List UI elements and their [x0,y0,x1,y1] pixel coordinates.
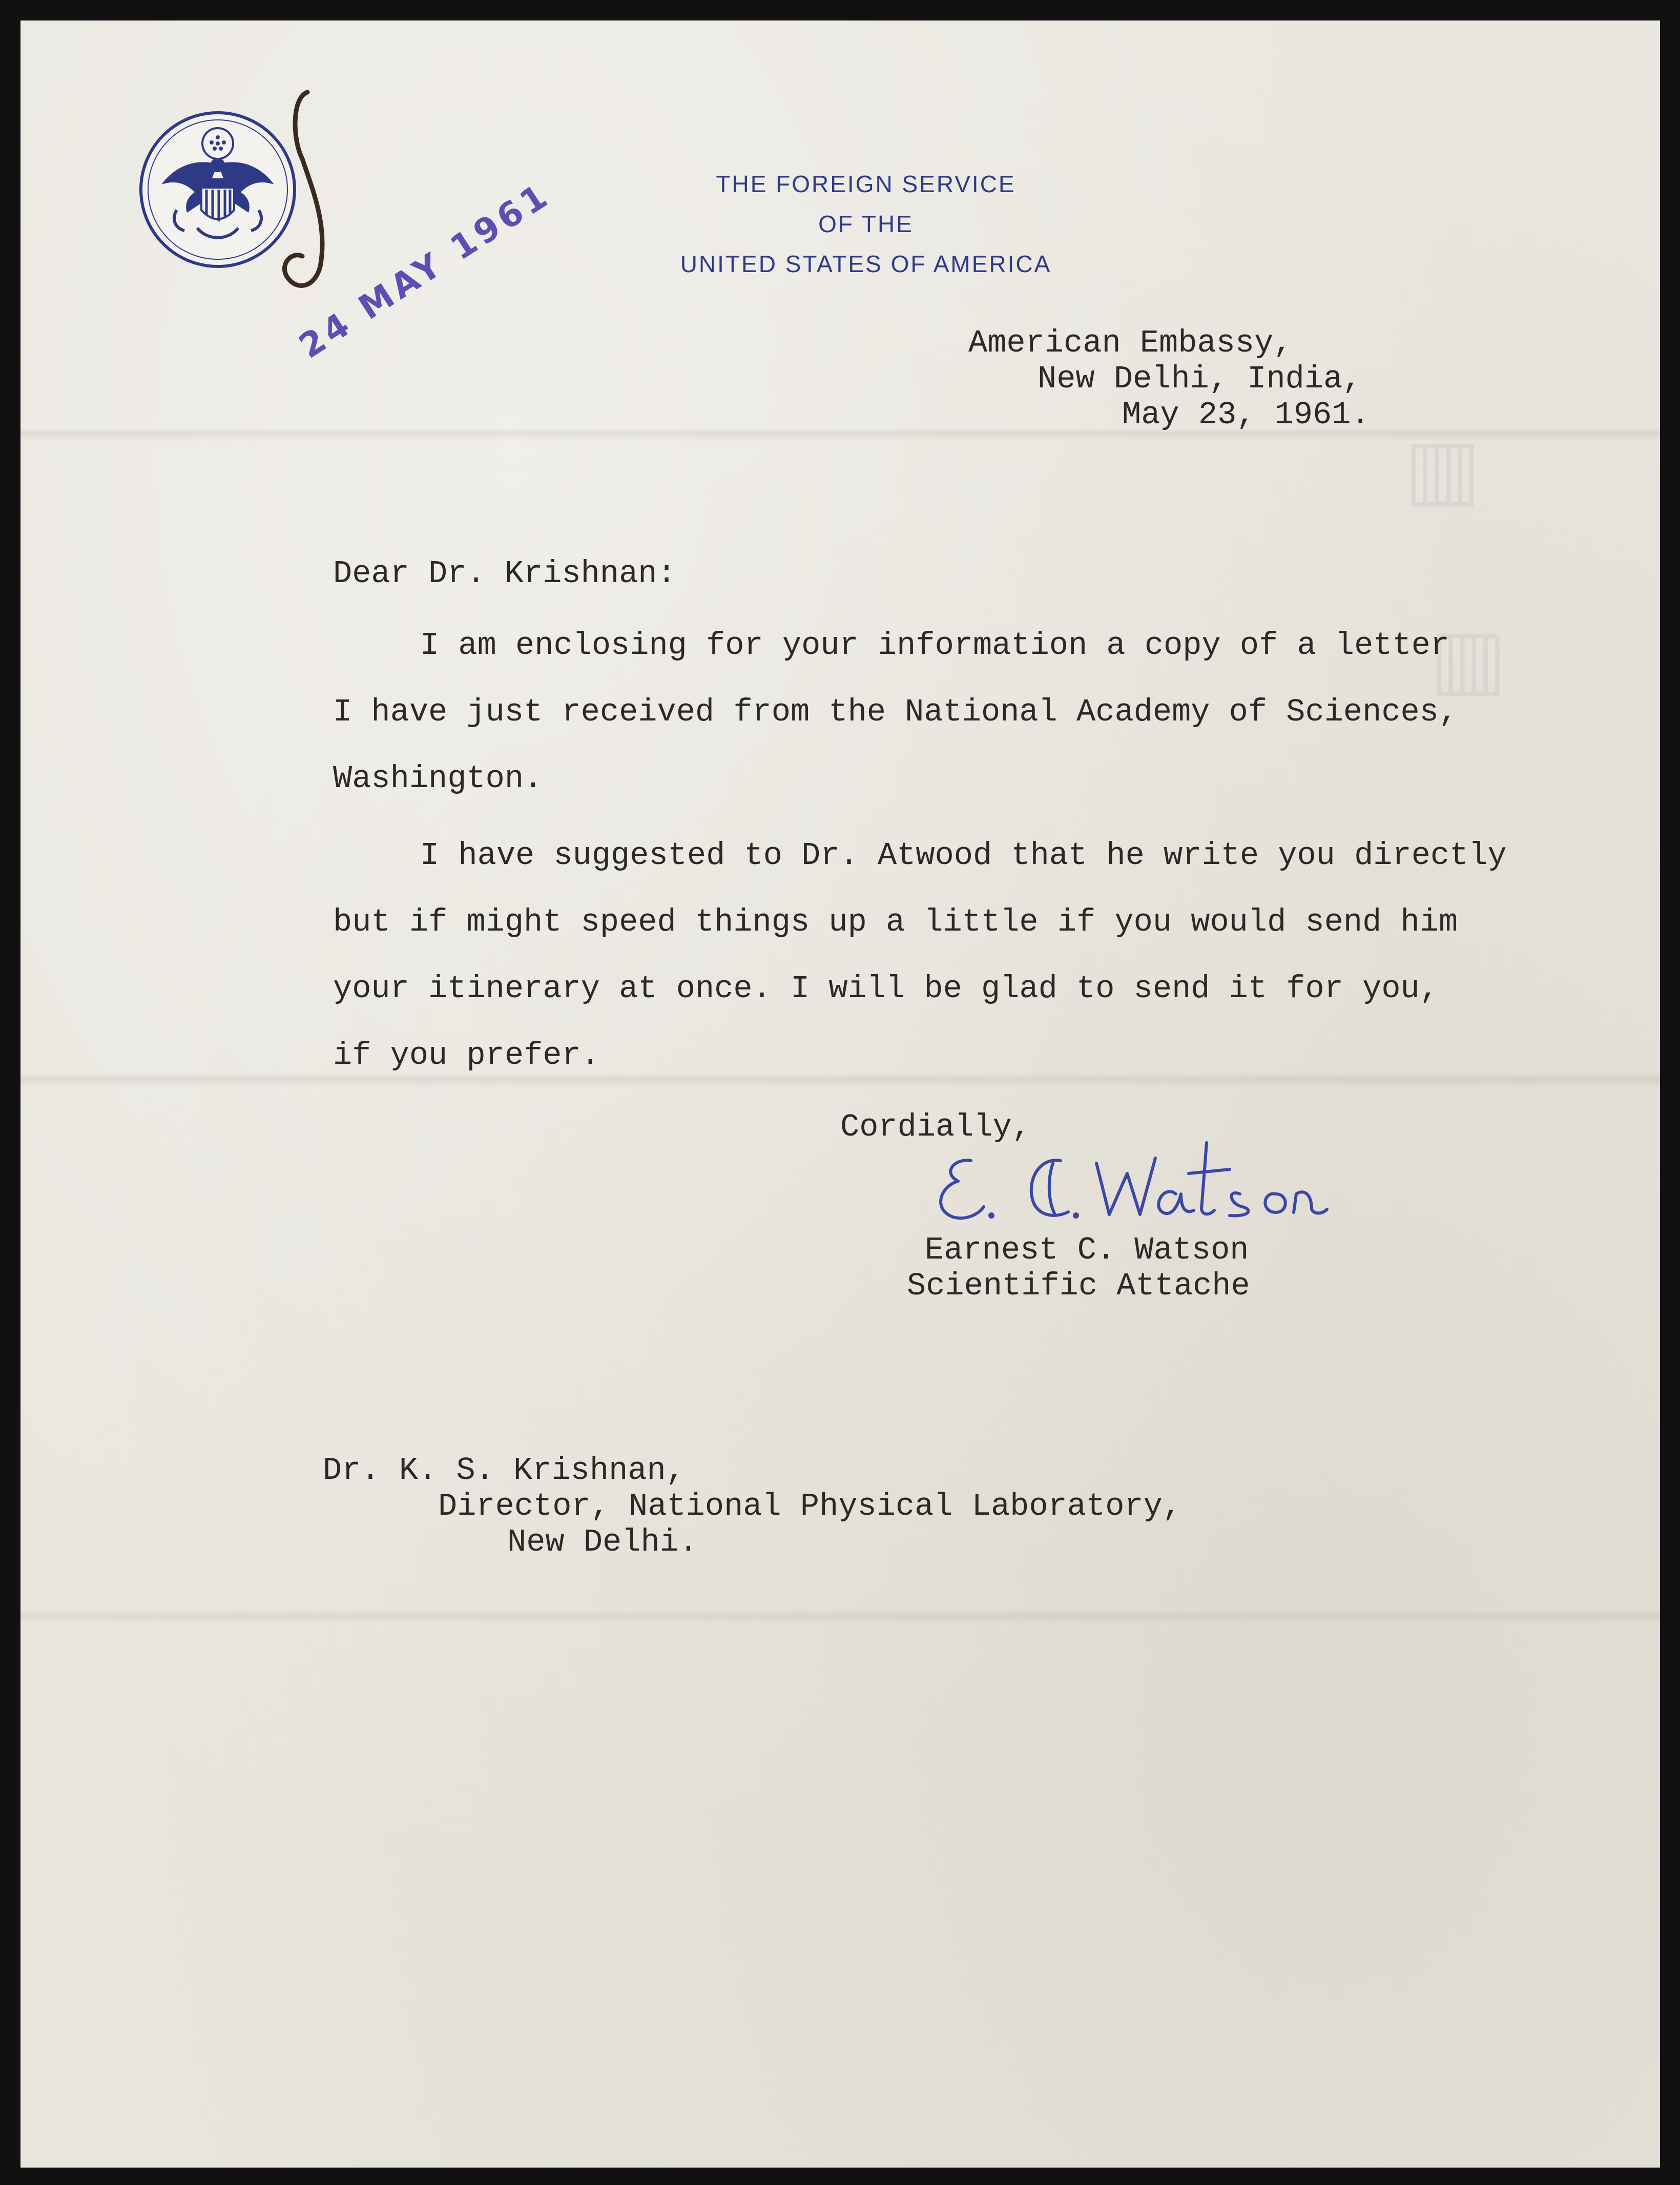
closing: Cordially, [840,1109,1031,1145]
letter-page [20,20,1660,2168]
sender-address-line: American Embassy, [968,325,1293,361]
date-stamp: 24 MAY 1961 [292,174,558,366]
show-through-mark: ▥ [1404,420,1482,516]
letterhead-line: UNITED STATES OF AMERICA [680,251,1052,277]
letterhead [584,164,1148,284]
sender-address-line: May 23, 1961. [1122,397,1370,433]
body-line: if you prefer. [333,1037,600,1074]
body-line: I am enclosing for your information a copy of a letter [420,627,1450,664]
salutation: Dear Dr. Krishnan: [333,555,676,592]
recipient-line: New Delhi. [507,1524,698,1560]
punch-hole-mark [261,77,364,313]
signature [922,1122,1332,1240]
sender-address-line: New Delhi, India, [1038,361,1362,397]
show-through-mark: ▥ [1429,610,1507,706]
body-line: I have just received from the National Academy of Sciences, [333,694,1458,730]
body-line: but if might speed things up a little if you would send him [333,904,1458,940]
body-line: I have suggested to Dr. Atwood that he write you directly [420,837,1507,874]
recipient-line: Director, National Physical Laboratory, [438,1488,1182,1524]
body-line: your itinerary at once. I will be glad to send it for you, [333,971,1439,1007]
letterhead-line: OF THE [818,211,914,237]
recipient-line: Dr. K. S. Krishnan, [323,1452,685,1489]
signer-title: Scientific Attache [907,1268,1250,1304]
body-line: Washington. [333,760,543,797]
signer-name: Earnest C. Watson [925,1232,1249,1268]
letterhead-line: THE FOREIGN SERVICE [716,171,1016,197]
